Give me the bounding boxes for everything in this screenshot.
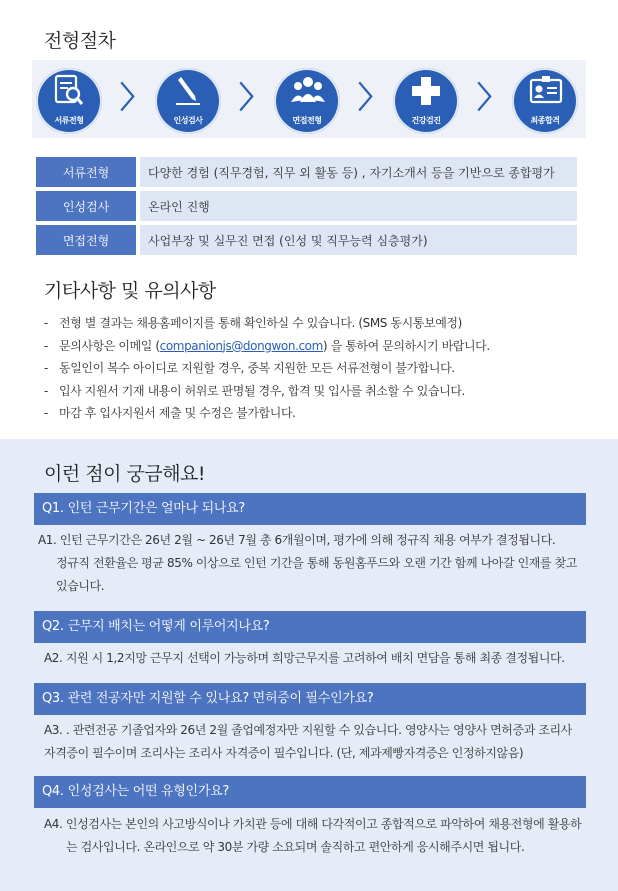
list-item	[44, 380, 490, 403]
faq-answer-4-line2: 는 검사입니다. 온라인으로 약 30분 가량 소요되며 솔직하고 편안하게 응시해주시면 됩니다.	[66, 840, 525, 854]
table-row	[36, 191, 577, 221]
medical-cross-icon	[410, 74, 442, 108]
faq-answer-1-line3: 있습니다.	[56, 579, 105, 593]
dash-bullet: -	[44, 406, 48, 421]
faq-answer-1-line2: 정규직 전환율은 평균 85% 이상으로 인턴 기간을 통해 동원홈푸드와 오랜 기간 함께 나아갈 인재를 찾고	[56, 556, 577, 570]
pencil-paper-icon	[172, 74, 204, 108]
faq-answer-3-line2: 자격증이 필수이며 조리사는 조리사 자격증이 필수입니다. (단, 제과제빵자격증은 인정하지않음)	[44, 746, 524, 760]
faq-section-title: 이런 점이 궁금해요!	[44, 463, 206, 485]
note-text: 동일인이 복수 아이디로 지원할 경우, 중복 지원한 모든 서류전형이 불가합니다.	[59, 361, 455, 376]
faq-question-3: Q3. 관련 전공자만 지원할 수 있나요? 면허증이 필수인가요?	[34, 683, 586, 715]
table-row-head: 서류전형	[36, 157, 140, 187]
list-item	[44, 402, 490, 425]
table-row-head: 면접전형	[36, 225, 140, 255]
process-step-health	[389, 68, 463, 130]
email-link[interactable]: companionjs@dongwon.com	[159, 338, 323, 353]
chevron-right-icon: 〉	[477, 81, 507, 116]
chevron-right-icon: 〉	[358, 81, 388, 116]
table-row-desc: 다양한 경험 (직무경험, 직무 외 활동 등) , 자기소개서 등을 기반으로 종합평가	[140, 157, 577, 187]
table-row	[36, 157, 577, 187]
note-text: ) 을 통하여 문의하시기 바랍니다.	[322, 338, 490, 353]
note-text: 전형 별 결과는 채용홈페이지를 통해 확인하실 수 있습니다. (SMS 동시통보예정)	[59, 316, 462, 330]
note-text: 입사 지원서 기재 내용이 허위로 판명될 경우, 합격 및 입사를 취소할 수 있습니다.	[59, 383, 465, 398]
process-flow	[32, 60, 586, 138]
table-row-head: 인성검사	[36, 191, 140, 221]
chevron-right-icon: 〉	[120, 81, 150, 116]
process-step-label: 인성검사	[173, 116, 203, 125]
faq-question-4: Q4. 인성검사는 어떤 유형인가요?	[34, 776, 586, 808]
process-step-personality	[151, 68, 225, 130]
process-step-interview	[270, 68, 344, 130]
note-text: 마감 후 입사지원서 제출 및 수정은 불가합니다.	[59, 406, 296, 421]
process-step-document	[32, 68, 106, 130]
notes-list	[44, 312, 490, 425]
people-group-icon	[291, 74, 325, 108]
list-item	[44, 357, 490, 380]
faq-question-1: Q1. 인턴 근무기간은 얼마나 되나요?	[34, 493, 586, 525]
process-step-label: 면접전형	[292, 116, 322, 125]
process-step-final	[508, 68, 582, 130]
list-item	[44, 335, 490, 358]
dash-bullet: -	[44, 338, 48, 353]
note-text: 문의사항은 이메일 (	[59, 338, 160, 353]
faq-answer-4-line1: A4. 인성검사는 본인의 사고방식이나 가치관 등에 대해 다각적이고 종합적으로 파악하여 채용전형에 활용하	[44, 817, 582, 831]
process-section-title: 전형절차	[44, 30, 116, 52]
process-step-label: 서류전형	[54, 116, 84, 125]
process-step-label: 최종합격	[530, 116, 560, 125]
faq-question-2: Q2. 근무지 배치는 어떻게 이루어지나요?	[34, 611, 586, 643]
table-row	[36, 225, 577, 255]
dash-bullet: -	[44, 383, 48, 398]
process-detail-table	[36, 153, 577, 259]
table-row-desc: 온라인 진행	[140, 191, 577, 221]
faq-answer-2: A2. 지원 시 1,2지망 근무지 선택이 가능하며 희망근무지를 고려하여 배치 면담을 통해 최종 결정됩니다.	[44, 651, 565, 665]
table-row-desc: 사업부장 및 실무진 면접 (인성 및 직무능력 심층평가)	[140, 225, 577, 255]
document-search-icon	[53, 74, 85, 108]
list-item	[44, 312, 490, 335]
notes-section-title: 기타사항 및 유의사항	[44, 280, 216, 302]
process-step-label: 건강검진	[411, 116, 441, 125]
faq-answer-3-line1: A3. . 관련전공 기졸업자와 26년 2월 졸업예정자만 지원할 수 있습니다. 영양사는 영양사 면허증과 조리사	[44, 723, 572, 737]
dash-bullet: -	[44, 316, 48, 330]
faq-answer-1-line1: A1. 인턴 근무기간은 26년 2월 ~ 26년 7월 총 6개월이며, 평가에 의해 정규직 채용 여부가 결정됩니다.	[38, 533, 556, 547]
dash-bullet: -	[44, 361, 48, 376]
id-card-icon	[529, 74, 563, 108]
chevron-right-icon: 〉	[239, 81, 269, 116]
